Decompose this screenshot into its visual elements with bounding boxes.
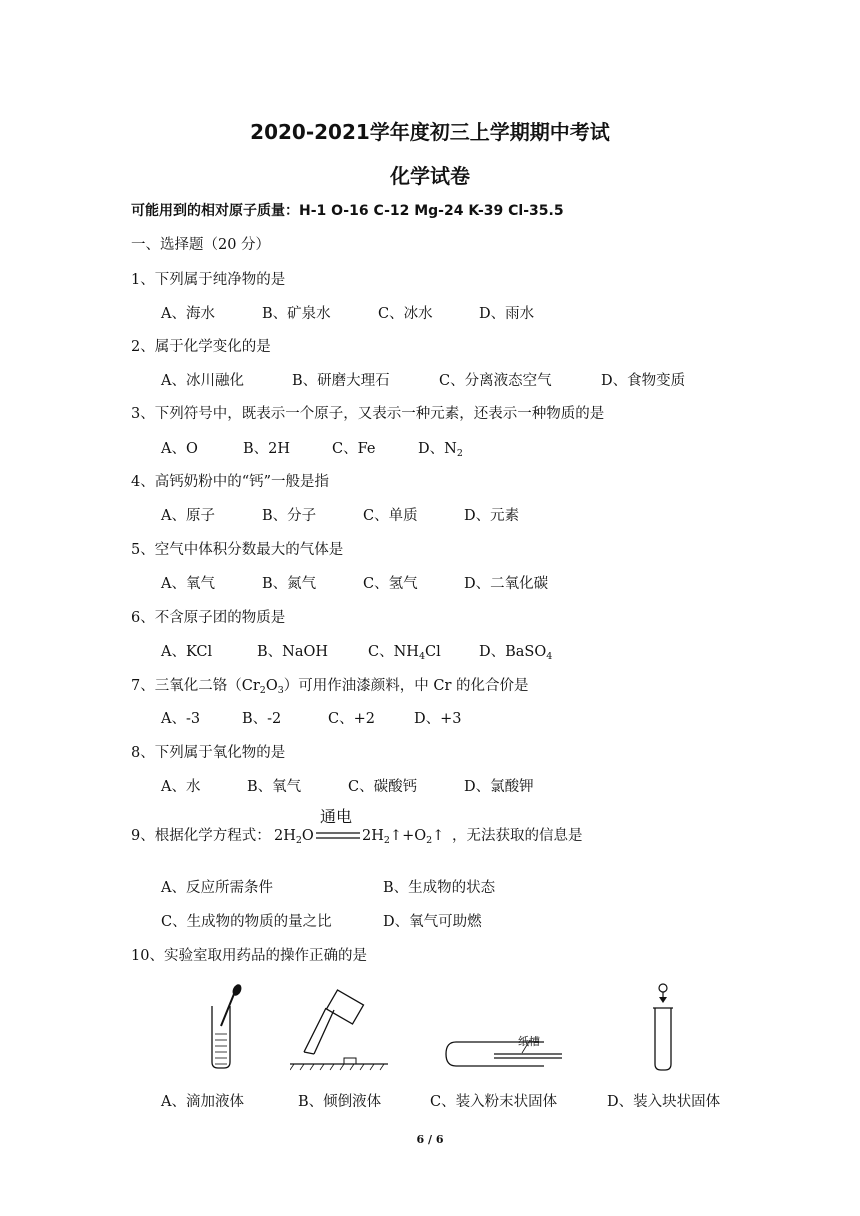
section-heading: 一、选择题（20 分） [131, 237, 271, 253]
option-c: C、Fe [332, 441, 376, 457]
option-a: A、滴加液体 [161, 1094, 244, 1110]
powder-trough-figure [444, 1036, 564, 1076]
option-b: B、倾倒液体 [298, 1094, 382, 1110]
option-b: B、氮气 [262, 576, 317, 592]
option-c: C、装入粉末状固体 [430, 1094, 558, 1110]
option-a: A、反应所需条件 [161, 880, 273, 896]
question-stem: 1、下列属于纯净物的是 [131, 272, 286, 288]
option-b: B、研磨大理石 [292, 373, 390, 389]
block-solid-figure [648, 982, 678, 1074]
option-a: A、水 [161, 779, 201, 795]
option-a: A、冰川融化 [161, 373, 244, 389]
option-c: C、单质 [363, 508, 418, 524]
question-stem: 9、根据化学方程式： [131, 828, 271, 844]
option-c: C、+2 [328, 711, 375, 727]
equation-condition: 通电 [320, 807, 353, 826]
option-b: B、生成物的状态 [383, 880, 496, 896]
dropper-figure [198, 984, 248, 1074]
option-d: D、二氧化碳 [464, 576, 549, 592]
trough-label: 纸槽 [518, 1035, 540, 1048]
option-d: D、氯酸钾 [464, 779, 534, 795]
option-b: B、氧气 [247, 779, 302, 795]
question-stem: 2、属于化学变化的是 [131, 339, 271, 355]
option-b: B、-2 [242, 711, 282, 727]
equation-products: $2H_2↑+O_2↑$ [362, 828, 445, 846]
question-stem: 3、下列符号中，既表示一个原子，又表示一种元素，还表示一种物质的是 [131, 406, 605, 422]
option-a: A、海水 [161, 306, 215, 322]
question-stem: 7、三氧化二铬$(Cr_2O_3)$可用作油漆颜料，中 Cr 的化合价是 [131, 678, 529, 696]
option-d: D、氧气可助燃 [383, 914, 482, 930]
question-stem: 4、高钙奶粉中的“钙”一般是指 [131, 474, 330, 490]
equation-reactant: $2H_2O$ [274, 828, 314, 846]
option-a: A、原子 [161, 508, 215, 524]
option-d: D、$N_2$ [418, 441, 463, 459]
option-d: D、食物变质 [601, 373, 686, 389]
option-c: C、冰水 [378, 306, 433, 322]
question-stem: 10、实验室取用药品的操作正确的是 [131, 948, 367, 964]
option-b: B、2H [243, 441, 291, 457]
option-c: C、分离液态空气 [439, 373, 552, 389]
option-a: A、KCl [161, 644, 213, 660]
page-number: 6 / 6 [416, 1133, 444, 1146]
option-b: B、矿泉水 [262, 306, 331, 322]
option-d: D、元素 [464, 508, 520, 524]
exam-title: 2020-2021学年度初三上学期期中考试 [250, 120, 610, 144]
option-d: D、装入块状固体 [607, 1094, 721, 1110]
option-c: C、氢气 [363, 576, 418, 592]
question-stem: 8、下列属于氧化物的是 [131, 745, 286, 761]
option-c: C、碳酸钙 [348, 779, 418, 795]
option-d: D、雨水 [479, 306, 535, 322]
pouring-figure [290, 986, 390, 1076]
option-a: A、O [161, 441, 198, 457]
option-d: D、+3 [414, 711, 462, 727]
equals-sign-icon [316, 832, 360, 840]
question-stem: 5、空气中体积分数最大的气体是 [131, 542, 344, 558]
option-c: C、生成物的物质的量之比 [161, 914, 332, 930]
atomic-mass-line: 可能用到的相对原子质量：H-1 O-16 C-12 Mg-24 K-39 Cl-35.5 [131, 203, 564, 219]
option-b: B、分子 [262, 508, 317, 524]
option-a: A、-3 [161, 711, 201, 727]
question-tail: ，无法获取的信息是 [452, 828, 583, 844]
option-d: D、BaSO$_4$ [479, 644, 553, 662]
question-stem: 6、不含原子团的物质是 [131, 610, 286, 626]
exam-subtitle: 化学试卷 [390, 164, 470, 188]
option-b: B、NaOH [257, 644, 329, 660]
option-c: C、$NH_4Cl$ [368, 644, 441, 662]
option-a: A、氧气 [161, 576, 215, 592]
